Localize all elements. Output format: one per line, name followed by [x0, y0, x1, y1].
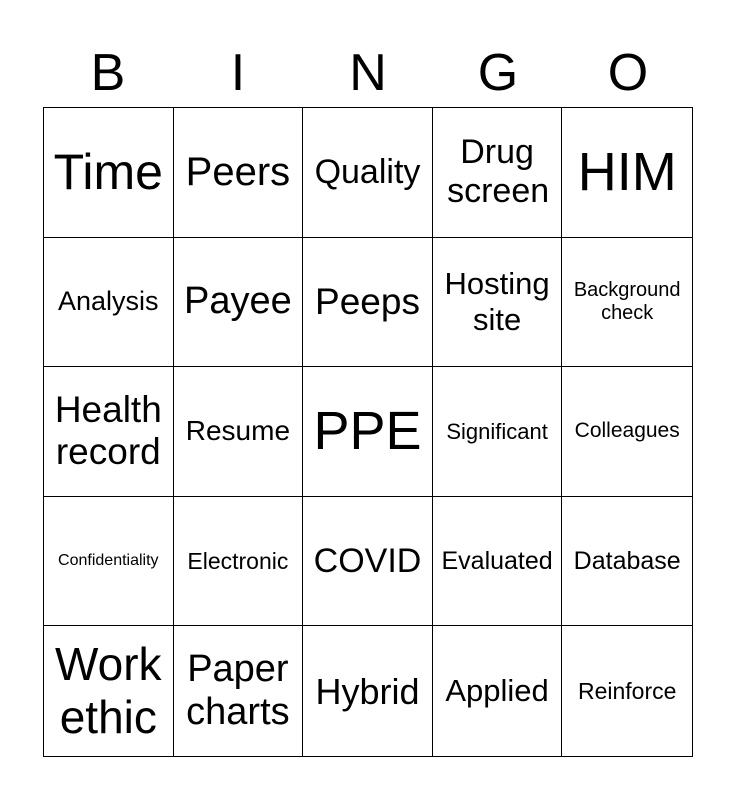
bingo-cell-applied[interactable] — [433, 626, 563, 756]
bingo-cell-background-check[interactable] — [562, 238, 692, 368]
cell-label: Payee — [184, 280, 292, 323]
cell-label: Drug screen — [447, 133, 550, 211]
bingo-cell-hybrid[interactable] — [303, 626, 433, 756]
bingo-cell-ppe[interactable] — [303, 367, 433, 497]
cell-label: Quality — [314, 152, 421, 191]
bingo-cell-paper-charts[interactable] — [174, 626, 304, 756]
bingo-cell-payee[interactable] — [174, 238, 304, 368]
cell-label: Health record — [54, 388, 162, 473]
bingo-cell-database[interactable] — [562, 497, 692, 627]
bingo-cell-hosting-site[interactable] — [433, 238, 563, 368]
bingo-cell-quality[interactable] — [303, 108, 433, 238]
cell-label: Hosting site — [444, 266, 550, 337]
cell-label: Peers — [185, 150, 291, 195]
header-letter-o: O — [607, 44, 649, 102]
header-letter-i: I — [230, 44, 246, 102]
cell-label: Work ethic — [55, 638, 162, 744]
cell-label: Paper charts — [186, 647, 290, 734]
cell-label: Time — [53, 143, 163, 200]
cell-label: Hybrid — [315, 670, 420, 712]
bingo-cell-electronic[interactable] — [174, 497, 304, 627]
header-letter-b: B — [90, 44, 126, 102]
bingo-header — [43, 42, 693, 104]
bingo-cell-peers[interactable] — [174, 108, 304, 238]
bingo-cell-significant[interactable] — [433, 367, 563, 497]
bingo-cell-covid[interactable] — [303, 497, 433, 627]
cell-label: Analysis — [58, 286, 159, 317]
cell-label: Peeps — [315, 280, 420, 322]
bingo-cell-health-record[interactable] — [44, 367, 174, 497]
header-letter-n: N — [349, 44, 387, 102]
bingo-cell-evaluated[interactable] — [433, 497, 563, 627]
bingo-cell-him[interactable] — [562, 108, 692, 238]
cell-label: Reinforce — [577, 677, 677, 704]
cell-label: COVID — [313, 541, 422, 580]
bingo-cell-colleagues[interactable] — [562, 367, 692, 497]
bingo-cell-work-ethic[interactable] — [44, 626, 174, 756]
cell-label: Database — [573, 546, 681, 575]
bingo-cell-drug-screen[interactable] — [433, 108, 563, 238]
cell-label: Colleagues — [574, 419, 680, 443]
cell-label: Resume — [185, 415, 291, 447]
bingo-board — [43, 107, 693, 757]
bingo-cell-reinforce[interactable] — [562, 626, 692, 756]
bingo-cell-confidentiality[interactable] — [44, 497, 174, 627]
cell-label: Electronic — [187, 547, 289, 574]
bingo-cell-time[interactable] — [44, 108, 174, 238]
bingo-cell-analysis[interactable] — [44, 238, 174, 368]
cell-label: Evaluated — [441, 546, 553, 575]
header-letter-g: G — [477, 44, 519, 102]
bingo-cell-resume[interactable] — [174, 367, 304, 497]
bingo-cell-peeps[interactable] — [303, 238, 433, 368]
cell-label: HIM — [577, 142, 677, 203]
cell-label: Significant — [446, 418, 548, 444]
cell-label: Background check — [573, 278, 681, 324]
cell-label: PPE — [313, 401, 422, 462]
cell-label: Confidentiality — [58, 551, 159, 569]
cell-label: Applied — [445, 673, 549, 709]
